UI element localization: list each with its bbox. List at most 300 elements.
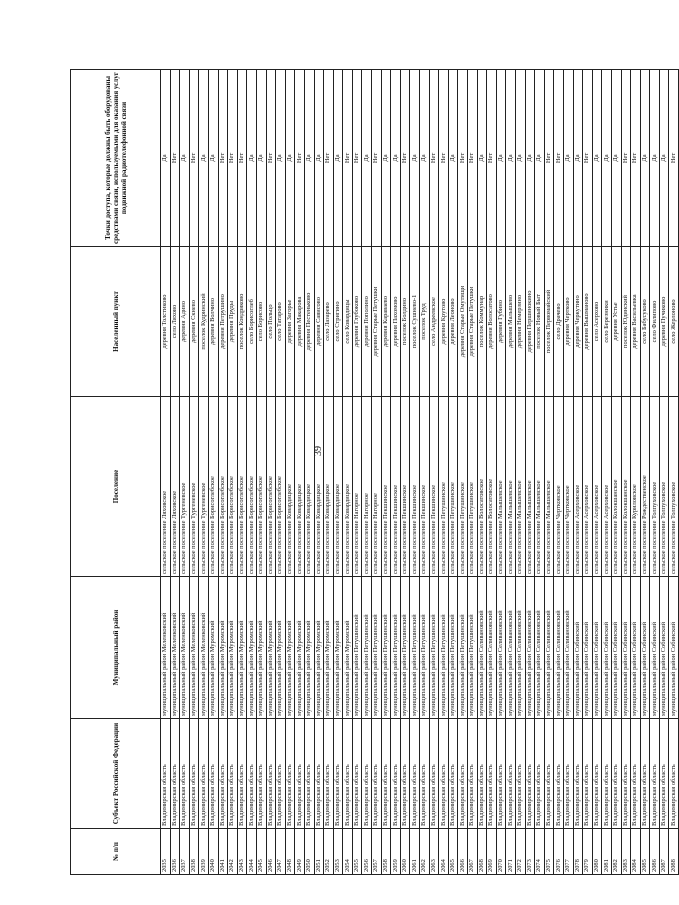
cell-locality: поселок Кудринский	[199, 247, 209, 397]
cell-region: Владимирская область	[611, 719, 621, 829]
cell-num: 2053	[333, 829, 343, 875]
table-row	[343, 70, 353, 875]
cell-num: 2054	[343, 829, 353, 875]
table-row	[659, 70, 669, 875]
cell-region: Владимирская область	[256, 719, 266, 829]
cell-num: 2045	[256, 829, 266, 875]
cell-access-point: Да	[496, 70, 506, 247]
cell-district: муниципальный район Петушинский	[458, 577, 468, 719]
cell-district: муниципальный район Петушинский	[381, 577, 391, 719]
cell-access-point: Да	[506, 70, 516, 247]
table-row	[324, 70, 334, 875]
cell-num: 2038	[189, 829, 199, 875]
cell-locality: поселок Юдинский	[621, 247, 631, 397]
cell-access-point: Да	[448, 70, 458, 247]
table-row	[266, 70, 276, 875]
cell-num: 2068	[477, 829, 487, 875]
cell-region: Владимирская область	[602, 719, 612, 829]
header-num: № п/п	[71, 829, 161, 875]
cell-settlement: сельское поселение Борисоглебское	[266, 397, 276, 577]
table-row	[554, 70, 564, 875]
cell-district: муниципальный район Собинский	[659, 577, 669, 719]
cell-access-point: Нет	[237, 70, 247, 247]
cell-district: муниципальный район Селивановский	[554, 577, 564, 719]
cell-locality: деревня Немерзино	[515, 247, 525, 397]
cell-num: 2085	[640, 829, 650, 875]
table-row	[180, 70, 190, 875]
cell-region: Владимирская область	[276, 719, 286, 829]
cell-settlement: сельское поселение Петушинское	[468, 397, 478, 577]
cell-region: Владимирская область	[285, 719, 295, 829]
cell-num: 2065	[448, 829, 458, 875]
cell-district: муниципальный район Муромский	[343, 577, 353, 719]
cell-region: Владимирская область	[266, 719, 276, 829]
cell-locality: село Ковардицы	[343, 247, 353, 397]
cell-locality: село Андреевское	[429, 247, 439, 397]
cell-region: Владимирская область	[573, 719, 583, 829]
cell-locality: деревня Волосатово	[487, 247, 497, 397]
cell-district: муниципальный район Селивановский	[544, 577, 554, 719]
cell-locality: село Филипово	[650, 247, 660, 397]
cell-settlement: сельское поселение Ковардицкое	[285, 397, 295, 577]
cell-settlement: сельское поселение Пекшинское	[429, 397, 439, 577]
cell-district: муниципальный район Собинский	[621, 577, 631, 719]
cell-region: Владимирская область	[563, 719, 573, 829]
table-row	[304, 70, 314, 875]
cell-district: муниципальный район Селивановский	[515, 577, 525, 719]
table-row	[506, 70, 516, 875]
cell-access-point: Да	[180, 70, 190, 247]
table-row	[208, 70, 218, 875]
cell-settlement: сельское поселение Малышевское	[525, 397, 535, 577]
cell-locality: село Ляхово	[170, 247, 180, 397]
table-row	[563, 70, 573, 875]
cell-locality: село Асерхово	[592, 247, 602, 397]
table-row	[189, 70, 199, 875]
cell-access-point: Нет	[324, 70, 334, 247]
cell-settlement: сельское поселение Малышевское	[506, 397, 516, 577]
cell-region: Владимирская область	[381, 719, 391, 829]
cell-locality: село Березники	[602, 247, 612, 397]
cell-region: Владимирская область	[669, 719, 679, 829]
cell-locality: деревня Леоново	[448, 247, 458, 397]
cell-region: Владимирская область	[333, 719, 343, 829]
table-row	[583, 70, 593, 875]
cell-locality: деревня Першинокино	[525, 247, 535, 397]
table-body	[161, 70, 679, 875]
cell-num: 2041	[218, 829, 228, 875]
cell-locality: деревня Пополино	[362, 247, 372, 397]
cell-district: муниципальный район Собинский	[583, 577, 593, 719]
cell-region: Владимирская область	[631, 719, 641, 829]
table-row	[496, 70, 506, 875]
cell-num: 2046	[266, 829, 276, 875]
cell-locality: село Драчево	[554, 247, 564, 397]
cell-locality: село Бабусуково	[640, 247, 650, 397]
cell-locality: деревня Старые Омутищи	[458, 247, 468, 397]
cell-num: 2063	[429, 829, 439, 875]
cell-access-point: Да	[161, 70, 171, 247]
header-locality: Населенный пункт	[71, 247, 161, 397]
cell-access-point: Да	[420, 70, 430, 247]
cell-region: Владимирская область	[458, 719, 468, 829]
cell-settlement: сельское поселение Ковардицкое	[324, 397, 334, 577]
cell-settlement: сельское поселение Ковардицкое	[343, 397, 353, 577]
cell-district: муниципальный район Меленковский	[189, 577, 199, 719]
cell-district: муниципальный район Муромский	[266, 577, 276, 719]
cell-district: муниципальный район Муромский	[237, 577, 247, 719]
table-row	[650, 70, 660, 875]
cell-district: муниципальный район Петушинский	[352, 577, 362, 719]
cell-district: муниципальный район Собинский	[640, 577, 650, 719]
cell-num: 2074	[535, 829, 545, 875]
cell-district: муниципальный район Муромский	[304, 577, 314, 719]
cell-settlement: сельское поселение Малышевское	[544, 397, 554, 577]
cell-locality: деревня Губино	[496, 247, 506, 397]
cell-access-point: Да	[391, 70, 401, 247]
cell-district: муниципальный район Селивановский	[563, 577, 573, 719]
cell-region: Владимирская область	[410, 719, 420, 829]
cell-region: Владимирская область	[592, 719, 602, 829]
cell-locality: деревня Малышево	[506, 247, 516, 397]
cell-district: муниципальный район Муромский	[256, 577, 266, 719]
cell-region: Владимирская область	[640, 719, 650, 829]
cell-num: 2044	[247, 829, 257, 875]
cell-num: 2050	[304, 829, 314, 875]
cell-num: 2051	[314, 829, 324, 875]
cell-locality: деревня Пахомово	[391, 247, 401, 397]
cell-settlement: сельское поселение Борисоглебское	[228, 397, 238, 577]
cell-locality: поселок Первомайский	[544, 247, 554, 397]
cell-num: 2039	[199, 829, 209, 875]
table-row	[525, 70, 535, 875]
cell-num: 2086	[650, 829, 660, 875]
cell-region: Владимирская область	[659, 719, 669, 829]
cell-region: Владимирская область	[372, 719, 382, 829]
cell-settlement: сельское поселение Волосатовское	[477, 397, 487, 577]
table-row	[362, 70, 372, 875]
cell-settlement: сельское поселение Малышевское	[496, 397, 506, 577]
cell-district: муниципальный район Собинский	[631, 577, 641, 719]
cell-region: Владимирская область	[554, 719, 564, 829]
cell-district: муниципальный район Селивановский	[477, 577, 487, 719]
cell-region: Владимирская область	[544, 719, 554, 829]
cell-locality: деревня Пруды	[228, 247, 238, 397]
table-container	[70, 70, 677, 875]
cell-access-point: Да	[333, 70, 343, 247]
cell-locality: деревня Чертково	[563, 247, 573, 397]
cell-settlement: сельское поселение Борисоглебское	[237, 397, 247, 577]
cell-settlement: сельское поселение Тургеневское	[189, 397, 199, 577]
cell-locality: село Борисово	[256, 247, 266, 397]
cell-region: Владимирская область	[583, 719, 593, 829]
cell-num: 2049	[295, 829, 305, 875]
cell-region: Владимирская область	[304, 719, 314, 829]
table-row	[161, 70, 171, 875]
table-row	[468, 70, 478, 875]
cell-region: Владимирская область	[391, 719, 401, 829]
cell-locality: деревня Петрушино	[218, 247, 228, 397]
cell-num: 2043	[237, 829, 247, 875]
table-row	[439, 70, 449, 875]
cell-district: муниципальный район Петушинский	[410, 577, 420, 719]
table-row	[218, 70, 228, 875]
table-row	[381, 70, 391, 875]
cell-settlement: сельское поселение Асерховское	[592, 397, 602, 577]
cell-access-point: Да	[611, 70, 621, 247]
cell-num: 2084	[631, 829, 641, 875]
cell-settlement: сельское поселение Пекшинское	[410, 397, 420, 577]
table-row	[448, 70, 458, 875]
table-row	[256, 70, 266, 875]
cell-settlement: сельское поселение Чертковское	[563, 397, 573, 577]
cell-region: Владимирская область	[295, 719, 305, 829]
cell-locality: деревня Адино	[180, 247, 190, 397]
cell-district: муниципальный район Собинский	[650, 577, 660, 719]
cell-region: Владимирская область	[170, 719, 180, 829]
cell-settlement: сельское поселение Нагорное	[372, 397, 382, 577]
cell-num: 2070	[496, 829, 506, 875]
cell-num: 2071	[506, 829, 516, 875]
cell-locality: село Борисоглеб	[247, 247, 257, 397]
cell-access-point: Да	[515, 70, 525, 247]
cell-num: 2062	[420, 829, 430, 875]
cell-district: муниципальный район Меленковский	[161, 577, 171, 719]
cell-num: 2083	[621, 829, 631, 875]
cell-access-point: Нет	[170, 70, 180, 247]
cell-district: муниципальный район Муромский	[276, 577, 286, 719]
cell-access-point: Да	[659, 70, 669, 247]
cell-access-point: Нет	[429, 70, 439, 247]
cell-region: Владимирская область	[448, 719, 458, 829]
table-row	[285, 70, 295, 875]
cell-region: Владимирская область	[362, 719, 372, 829]
cell-num: 2057	[372, 829, 382, 875]
cell-access-point: Нет	[218, 70, 228, 247]
cell-settlement: сельское поселение Ляховское	[170, 397, 180, 577]
cell-district: муниципальный район Петушинский	[391, 577, 401, 719]
cell-settlement: сельское поселение Ляховское	[161, 397, 171, 577]
cell-district: муниципальный район Муромский	[208, 577, 218, 719]
cell-locality: поселок Сушнево-1	[410, 247, 420, 397]
cell-num: 2060	[400, 829, 410, 875]
cell-num: 2042	[228, 829, 238, 875]
cell-settlement: сельское поселение Колокшанское	[611, 397, 621, 577]
cell-num: 2069	[487, 829, 497, 875]
cell-locality: деревня Старые Петушки	[468, 247, 478, 397]
cell-locality: село Стригино	[333, 247, 343, 397]
table-header-row	[71, 70, 161, 875]
cell-locality: деревня Толстиково	[161, 247, 171, 397]
cell-access-point: Нет	[458, 70, 468, 247]
cell-access-point: Да	[563, 70, 573, 247]
cell-access-point: Нет	[544, 70, 554, 247]
cell-settlement: сельское поселение Асерховское	[573, 397, 583, 577]
cell-access-point: Нет	[554, 70, 564, 247]
table-row	[237, 70, 247, 875]
cell-region: Владимирская область	[650, 719, 660, 829]
header-district: Муниципальный район	[71, 577, 161, 719]
page-number: 39	[313, 446, 324, 456]
table-row	[611, 70, 621, 875]
cell-settlement: сельское поселение Малышевское	[515, 397, 525, 577]
cell-region: Владимирская область	[477, 719, 487, 829]
cell-settlement: сельское поселение Борисоглебское	[256, 397, 266, 577]
cell-settlement: сельское поселение Борисоглебское	[208, 397, 218, 577]
table-row	[669, 70, 679, 875]
cell-locality: поселок Труд	[420, 247, 430, 397]
cell-access-point: Да	[247, 70, 257, 247]
cell-access-point: Да	[573, 70, 583, 247]
table-row	[372, 70, 382, 875]
table-row	[544, 70, 554, 875]
cell-num: 2072	[515, 829, 525, 875]
cell-access-point: Нет	[631, 70, 641, 247]
cell-settlement: сельское поселение Толпуховское	[650, 397, 660, 577]
cell-settlement: сельское поселение Ковардицкое	[314, 397, 324, 577]
cell-region: Владимирская область	[237, 719, 247, 829]
cell-locality: деревня Пучиково	[659, 247, 669, 397]
table-row	[228, 70, 238, 875]
cell-locality: деревня Васильевка	[631, 247, 641, 397]
cell-settlement: сельское поселение Пекшинское	[400, 397, 410, 577]
cell-district: муниципальный район Петушинский	[420, 577, 430, 719]
cell-access-point: Да	[381, 70, 391, 247]
cell-region: Владимирская область	[314, 719, 324, 829]
cell-settlement: сельское поселение Петушинское	[458, 397, 468, 577]
header-region: Субъект Российской Федерации	[71, 719, 161, 829]
header-settlement: Поселение	[71, 397, 161, 577]
cell-locality: деревня Пестеньково	[304, 247, 314, 397]
cell-num: 2073	[525, 829, 535, 875]
cell-num: 2059	[391, 829, 401, 875]
cell-region: Владимирская область	[429, 719, 439, 829]
cell-district: муниципальный район Селивановский	[506, 577, 516, 719]
cell-region: Владимирская область	[161, 719, 171, 829]
cell-access-point: Нет	[228, 70, 238, 247]
cell-district: муниципальный район Собинский	[611, 577, 621, 719]
cell-settlement: сельское поселение Петушинское	[448, 397, 458, 577]
table-row	[631, 70, 641, 875]
cell-num: 2079	[583, 829, 593, 875]
cell-access-point: Нет	[266, 70, 276, 247]
table-row	[410, 70, 420, 875]
cell-district: муниципальный район Муромский	[295, 577, 305, 719]
cell-region: Владимирская область	[180, 719, 190, 829]
cell-district: муниципальный район Петушинский	[448, 577, 458, 719]
cell-district: муниципальный район Петушинский	[372, 577, 382, 719]
cell-locality: поселок Новый Быт	[535, 247, 545, 397]
table-row	[400, 70, 410, 875]
cell-region: Владимирская область	[352, 719, 362, 829]
cell-access-point: Да	[276, 70, 286, 247]
cell-access-point: Нет	[583, 70, 593, 247]
cell-num: 2080	[592, 829, 602, 875]
table-row	[458, 70, 468, 875]
cell-region: Владимирская область	[496, 719, 506, 829]
cell-num: 2047	[276, 829, 286, 875]
cell-district: муниципальный район Меленковский	[199, 577, 209, 719]
cell-num: 2075	[544, 829, 554, 875]
cell-settlement: сельское поселение Нагорное	[352, 397, 362, 577]
cell-region: Владимирская область	[621, 719, 631, 829]
cell-region: Владимирская область	[525, 719, 535, 829]
cell-num: 2061	[410, 829, 420, 875]
registry-table	[70, 69, 679, 875]
cell-district: муниципальный район Муромский	[285, 577, 295, 719]
cell-settlement: сельское поселение Ковардицкое	[295, 397, 305, 577]
table-row	[420, 70, 430, 875]
cell-access-point: Да	[314, 70, 324, 247]
cell-num: 2067	[468, 829, 478, 875]
cell-locality: деревня Крутово	[439, 247, 449, 397]
cell-num: 2081	[602, 829, 612, 875]
cell-region: Владимирская область	[535, 719, 545, 829]
cell-num: 2064	[439, 829, 449, 875]
table-row	[391, 70, 401, 875]
cell-access-point: Нет	[372, 70, 382, 247]
cell-access-point: Нет	[439, 70, 449, 247]
cell-settlement: сельское поселение Борисоглебское	[247, 397, 257, 577]
cell-access-point: Да	[525, 70, 535, 247]
cell-access-point: Да	[602, 70, 612, 247]
cell-region: Владимирская область	[439, 719, 449, 829]
cell-locality: деревня Макарова	[295, 247, 305, 397]
cell-num: 2052	[324, 829, 334, 875]
cell-locality: деревня Черкутино	[573, 247, 583, 397]
cell-num: 2035	[161, 829, 171, 875]
cell-district: муниципальный район Муромский	[324, 577, 334, 719]
cell-settlement: сельское поселение Толпуховское	[659, 397, 669, 577]
cell-region: Владимирская область	[189, 719, 199, 829]
cell-locality: деревня Загорье	[285, 247, 295, 397]
cell-district: муниципальный район Селивановский	[535, 577, 545, 719]
table-row	[602, 70, 612, 875]
cell-settlement: сельское поселение Пекшинское	[381, 397, 391, 577]
cell-region: Владимирская область	[468, 719, 478, 829]
table-row	[333, 70, 343, 875]
cell-settlement: сельское поселение Петушинское	[439, 397, 449, 577]
cell-access-point: Да	[640, 70, 650, 247]
cell-settlement: сельское поселение Тургеневское	[180, 397, 190, 577]
cell-access-point: Нет	[400, 70, 410, 247]
table-row	[535, 70, 545, 875]
table-row	[295, 70, 305, 875]
cell-locality: село Польцо	[266, 247, 276, 397]
cell-district: муниципальный район Муромский	[333, 577, 343, 719]
cell-district: муниципальный район Муромский	[247, 577, 257, 719]
table-row	[247, 70, 257, 875]
cell-region: Владимирская область	[506, 719, 516, 829]
cell-district: муниципальный район Селивановский	[525, 577, 535, 719]
cell-access-point: Да	[285, 70, 295, 247]
table-row	[352, 70, 362, 875]
cell-access-point: Да	[410, 70, 420, 247]
table-row	[487, 70, 497, 875]
cell-num: 2076	[554, 829, 564, 875]
cell-access-point: Нет	[621, 70, 631, 247]
cell-district: муниципальный район Собинский	[592, 577, 602, 719]
cell-settlement: сельское поселение Асерховское	[602, 397, 612, 577]
cell-district: муниципальный район Меленковский	[170, 577, 180, 719]
cell-settlement: сельское поселение Куриловское	[631, 397, 641, 577]
cell-num: 2088	[669, 829, 679, 875]
cell-access-point: Да	[477, 70, 487, 247]
cell-locality: деревня Вышманово	[583, 247, 593, 397]
cell-locality: деревня Устье	[611, 247, 621, 397]
cell-locality: поселок Болдино	[400, 247, 410, 397]
cell-district: муниципальный район Муромский	[218, 577, 228, 719]
